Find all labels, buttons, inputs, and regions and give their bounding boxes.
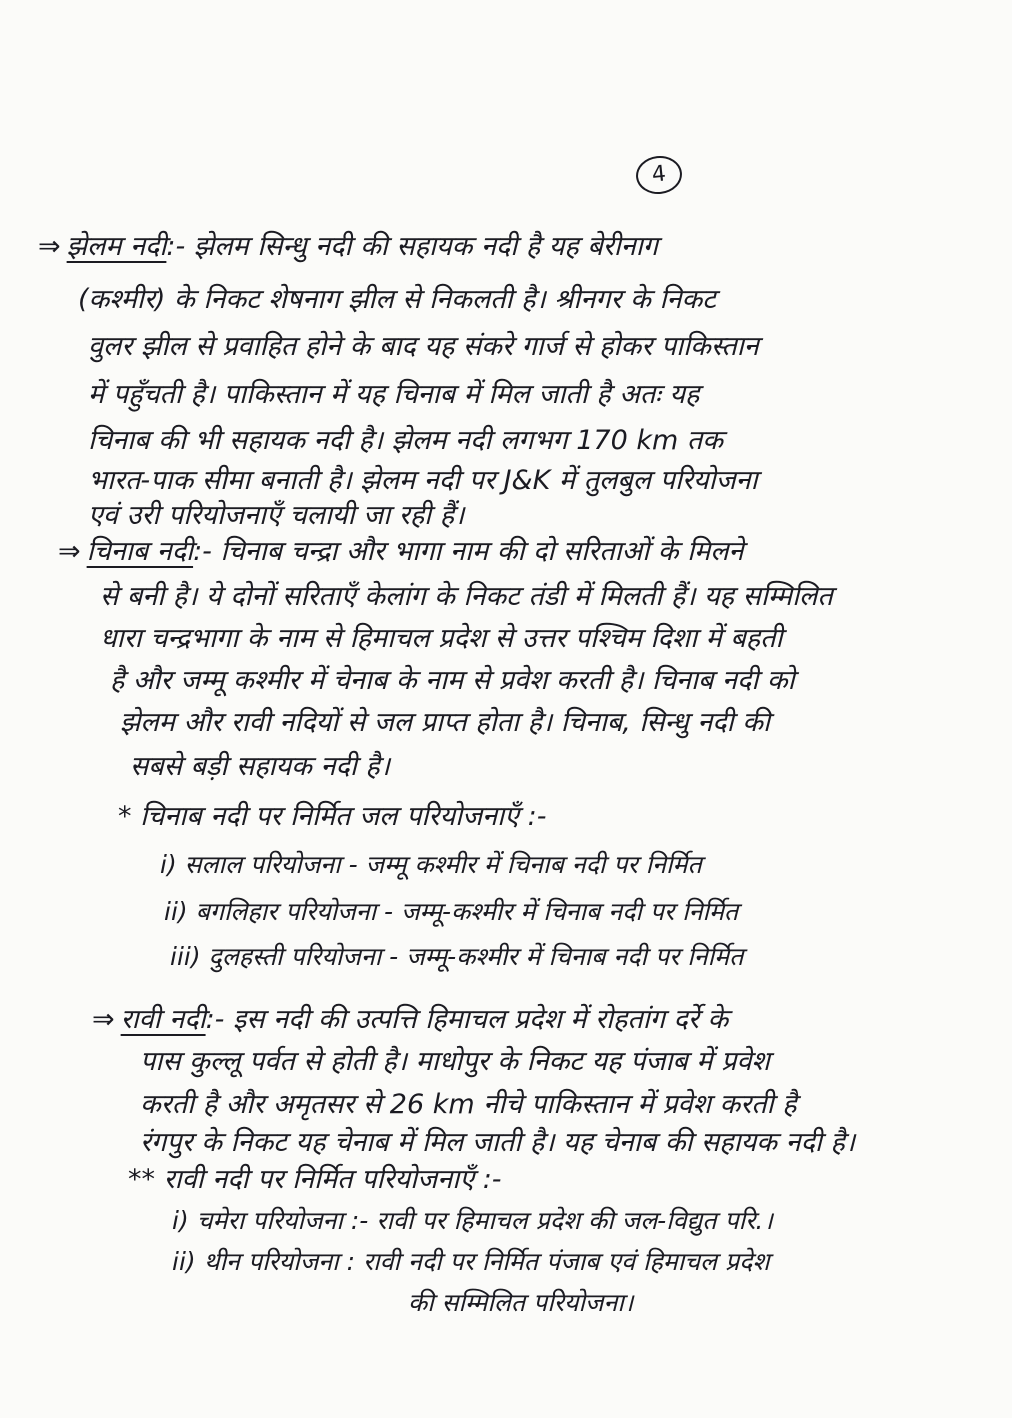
chenab-line: सबसे बड़ी सहायक नदी है। [130,751,390,782]
ravi-heading-line [92,1003,728,1037]
chenab-project-item: ii) बगलिहार परियोजना - जम्मू-कश्मीर में चिनाब नदी पर निर्मित [164,897,739,926]
chenab-line: झेलम और रावी नदियों से जल प्राप्त होता है। चिनाब, सिन्धु नदी की [120,707,770,738]
jhelum-line: चिनाब की भी सहायक नदी है। झेलम नदी लगभग 170 km तक [88,425,723,456]
ravi-line: करती है और अमृतसर से 26 km नीचे पाकिस्तान में प्रवेश करती है [140,1089,797,1120]
page-number: 4 [634,154,684,197]
chenab-line: धारा चन्द्रभागा के नाम से हिमाचल प्रदेश से उत्तर पश्चिम दिशा में बहती [100,623,783,654]
chenab-heading: चिनाब नदी [86,536,194,567]
ravi-projects-title: ** रावी नदी पर निर्मित परियोजनाएँ :- [128,1164,502,1195]
ravi-line: :- इस नदी की उत्पत्ति हिमाचल प्रदेश में रोहतांग दर्रे के [205,1004,729,1035]
arrow-icon: ⇒ [38,231,61,262]
chenab-project-item: iii) दुलहस्ती परियोजना - जम्मू-कश्मीर में चिनाब नदी पर निर्मित [170,942,744,971]
jhelum-line: भारत-पाक सीमा बनाती है। झेलम नदी पर J&K में तुलबुल परियोजना [88,465,758,496]
chenab-projects-title: * चिनाब नदी पर निर्मित जल परियोजनाएँ :- [118,801,547,832]
jhelum-line: में पहुँचती है। पाकिस्तान में यह चिनाब में मिल जाती है अतः यह [88,379,700,410]
ravi-line: रंगपुर के निकट यह चेनाब में मिल जाती है। यह चेनाब की सहायक नदी है। [140,1127,856,1158]
jhelum-line: वुलर झील से प्रवाहित होने के बाद यह संकरे गार्ज से होकर पाकिस्तान [88,331,759,362]
jhelum-line: एवं उरी परियोजनाएँ चलायी जा रही हैं। [88,500,465,531]
arrow-icon: ⇒ [92,1004,115,1035]
arrow-icon: ⇒ [58,536,81,567]
chenab-heading-line [58,535,744,569]
chenab-project-item: i) सलाल परियोजना - जम्मू कश्मीर में चिनाब नदी पर निर्मित [160,850,702,879]
chenab-line: है और जम्मू कश्मीर में चेनाब के नाम से प्रवेश करती है। चिनाब नदी को [110,665,795,696]
jhelum-line: :- झेलम सिन्धु नदी की सहायक नदी है यह बेरीनाग [166,231,658,262]
chenab-line: से बनी है। ये दोनों सरिताएँ केलांग के निकट तंडी में मिलती हैं। यह सम्मिलित [100,581,833,612]
ravi-project-item: i) चमेरा परियोजना :- रावी पर हिमाचल प्रदेश की जल-विद्युत परि.। [172,1206,773,1235]
jhelum-line: (कश्मीर) के निकट शेषनाग झील से निकलती है। श्रीनगर के निकट [78,284,716,315]
jhelum-heading-line [38,230,658,264]
chenab-line: :- चिनाब चन्द्रा और भागा नाम की दो सरिताओं के मिलने [193,536,744,567]
ravi-project-item: ii) थीन परियोजना : रावी नदी पर निर्मित पंजाब एवं हिमाचल प्रदेश [172,1247,770,1276]
ravi-heading: रावी नदी [120,1004,206,1035]
ravi-line: पास कुल्लू पर्वत से होती है। माधोपुर के निकट यह पंजाब में प्रवेश [140,1046,770,1077]
jhelum-heading: झेलम नदी [66,231,167,262]
ravi-project-item: की सम्मिलित परियोजना। [408,1288,634,1317]
